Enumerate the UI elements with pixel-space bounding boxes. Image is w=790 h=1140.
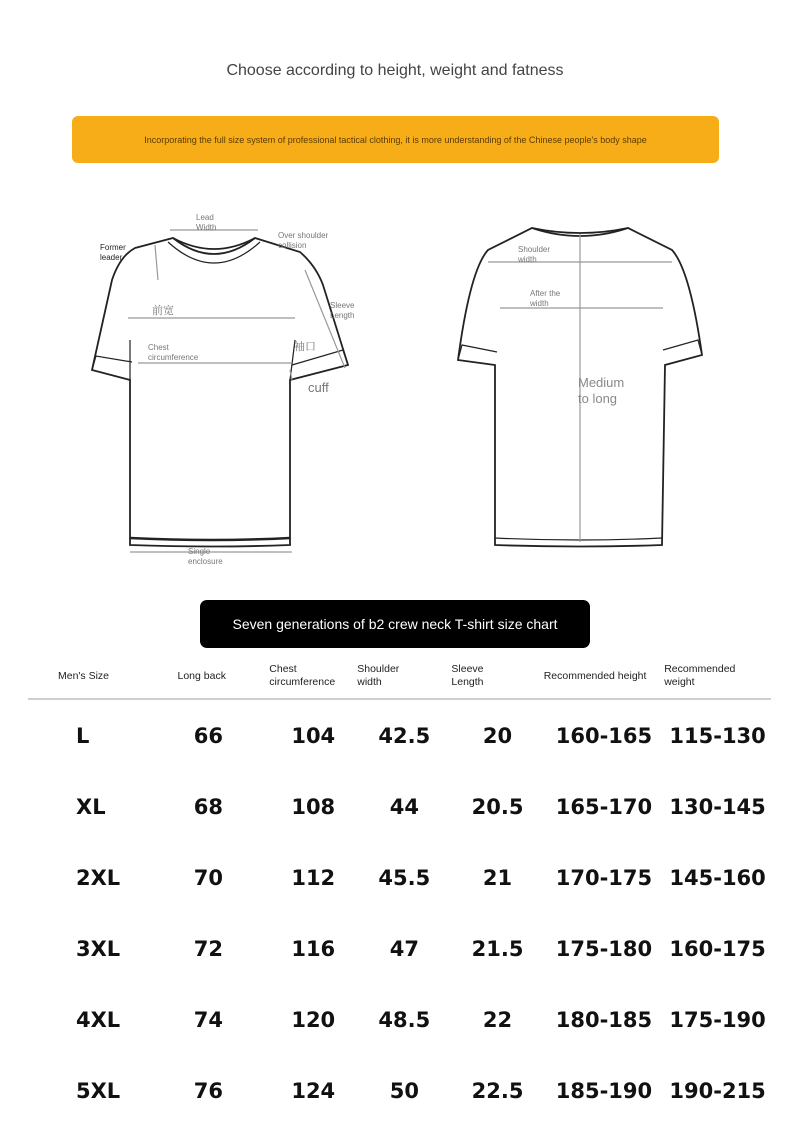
cell-size: XL [76, 794, 106, 819]
cell-height: 160-165 [555, 723, 653, 748]
cell-long-back: 74 [193, 1007, 223, 1032]
size-chart-title-text: Seven generations of b2 crew neck T-shirt size chart [232, 616, 558, 632]
single-enclosure-label-2: enclosure [188, 557, 223, 566]
after-width-label-2: width [530, 299, 549, 308]
cell-size: 4XL [76, 1007, 121, 1032]
cell-size: 2XL [76, 865, 121, 890]
cell-height: 170-175 [555, 865, 653, 890]
cell-height: 185-190 [555, 1078, 653, 1103]
cell-sleeve: 20 [482, 723, 513, 748]
cell-height: 180-185 [555, 1007, 653, 1032]
cell-long-back: 68 [193, 794, 223, 819]
chest-label-2: circumference [148, 353, 199, 362]
cuff-label: cuff [308, 380, 329, 395]
over-shoulder-label-2: collision [278, 241, 307, 250]
cell-weight: 145-160 [669, 865, 766, 890]
cell-chest: 112 [291, 865, 336, 890]
size-chart-title [200, 600, 590, 648]
cell-weight: 130-145 [669, 794, 766, 819]
table-row [28, 984, 771, 1055]
former-leader-label-1: Former [100, 243, 126, 252]
cell-height: 165-170 [555, 794, 653, 819]
cell-weight: 190-215 [669, 1078, 766, 1103]
cell-long-back: 66 [193, 723, 223, 748]
size-table [28, 654, 771, 1126]
header-chest: Chest circumference [269, 654, 357, 699]
cuff-cn-label: 袖口 [294, 341, 316, 353]
cell-sleeve: 20.5 [471, 794, 524, 819]
cell-shoulder: 47 [389, 936, 419, 961]
cell-shoulder: 45.5 [378, 865, 431, 890]
after-width-label-1: After the [530, 289, 561, 298]
sleeve-length-label-1: Sleeve [330, 301, 355, 310]
table-row [28, 913, 771, 984]
tshirt-diagram [0, 190, 790, 590]
tshirt-diagram-svg [0, 190, 790, 590]
lead-width-label-2: Width [196, 223, 217, 232]
cell-chest: 116 [291, 936, 336, 961]
cell-sleeve: 21 [482, 865, 513, 890]
header-sleeve: Sleeve Length [451, 654, 543, 699]
cell-shoulder: 42.5 [378, 723, 431, 748]
info-banner [72, 116, 719, 163]
shoulder-width-label-1: Shoulder [518, 245, 551, 254]
sleeve-length-label-2: Length [330, 311, 355, 320]
header-height: Recommended height [544, 654, 665, 699]
banner-text: Incorporating the full size system of professional tactical clothing, it is more understanding of the Chinese people's body shape [144, 134, 647, 145]
cell-weight: 160-175 [669, 936, 766, 961]
lead-width-label-1: Lead [196, 213, 214, 222]
header-shoulder: Shoulder width [357, 654, 451, 699]
table-row [28, 1055, 771, 1126]
cell-chest: 108 [291, 794, 336, 819]
table-row [28, 771, 771, 842]
cell-size: 5XL [76, 1078, 121, 1103]
table-row [28, 842, 771, 913]
cell-weight: 175-190 [669, 1007, 766, 1032]
table-row [28, 699, 771, 771]
cell-long-back: 76 [193, 1078, 223, 1103]
header-mens-size: Men's Size [28, 654, 148, 699]
over-shoulder-label-1: Over shoulder [278, 231, 329, 240]
cell-long-back: 70 [193, 865, 223, 890]
front-width-label: 前宽 [152, 305, 174, 317]
chest-label-1: Chest [148, 343, 169, 352]
medium-long-label-2: to long [578, 391, 618, 406]
cell-chest: 124 [291, 1078, 336, 1103]
header-long-back: Long back [148, 654, 270, 699]
cell-chest: 104 [291, 723, 336, 748]
cell-shoulder: 50 [389, 1078, 419, 1103]
header-weight: Recommended weight [664, 654, 771, 699]
cell-shoulder: 48.5 [378, 1007, 431, 1032]
table-header-row [28, 654, 771, 699]
cell-sleeve: 22.5 [471, 1078, 524, 1103]
cell-long-back: 72 [193, 936, 223, 961]
former-leader-label-2: leader [100, 253, 123, 262]
cell-shoulder: 44 [389, 794, 419, 819]
cell-sleeve: 21.5 [471, 936, 524, 961]
cell-weight: 115-130 [669, 723, 766, 748]
cell-size: 3XL [76, 936, 121, 961]
medium-long-label-1: Medium [578, 375, 625, 390]
cell-height: 175-180 [555, 936, 653, 961]
cell-size: L [76, 723, 90, 748]
single-enclosure-label-1: Single [188, 547, 211, 556]
cell-chest: 120 [291, 1007, 336, 1032]
cell-sleeve: 22 [482, 1007, 513, 1032]
shoulder-width-label-2: width [518, 255, 537, 264]
page-title: Choose according to height, weight and fatness [226, 62, 564, 79]
